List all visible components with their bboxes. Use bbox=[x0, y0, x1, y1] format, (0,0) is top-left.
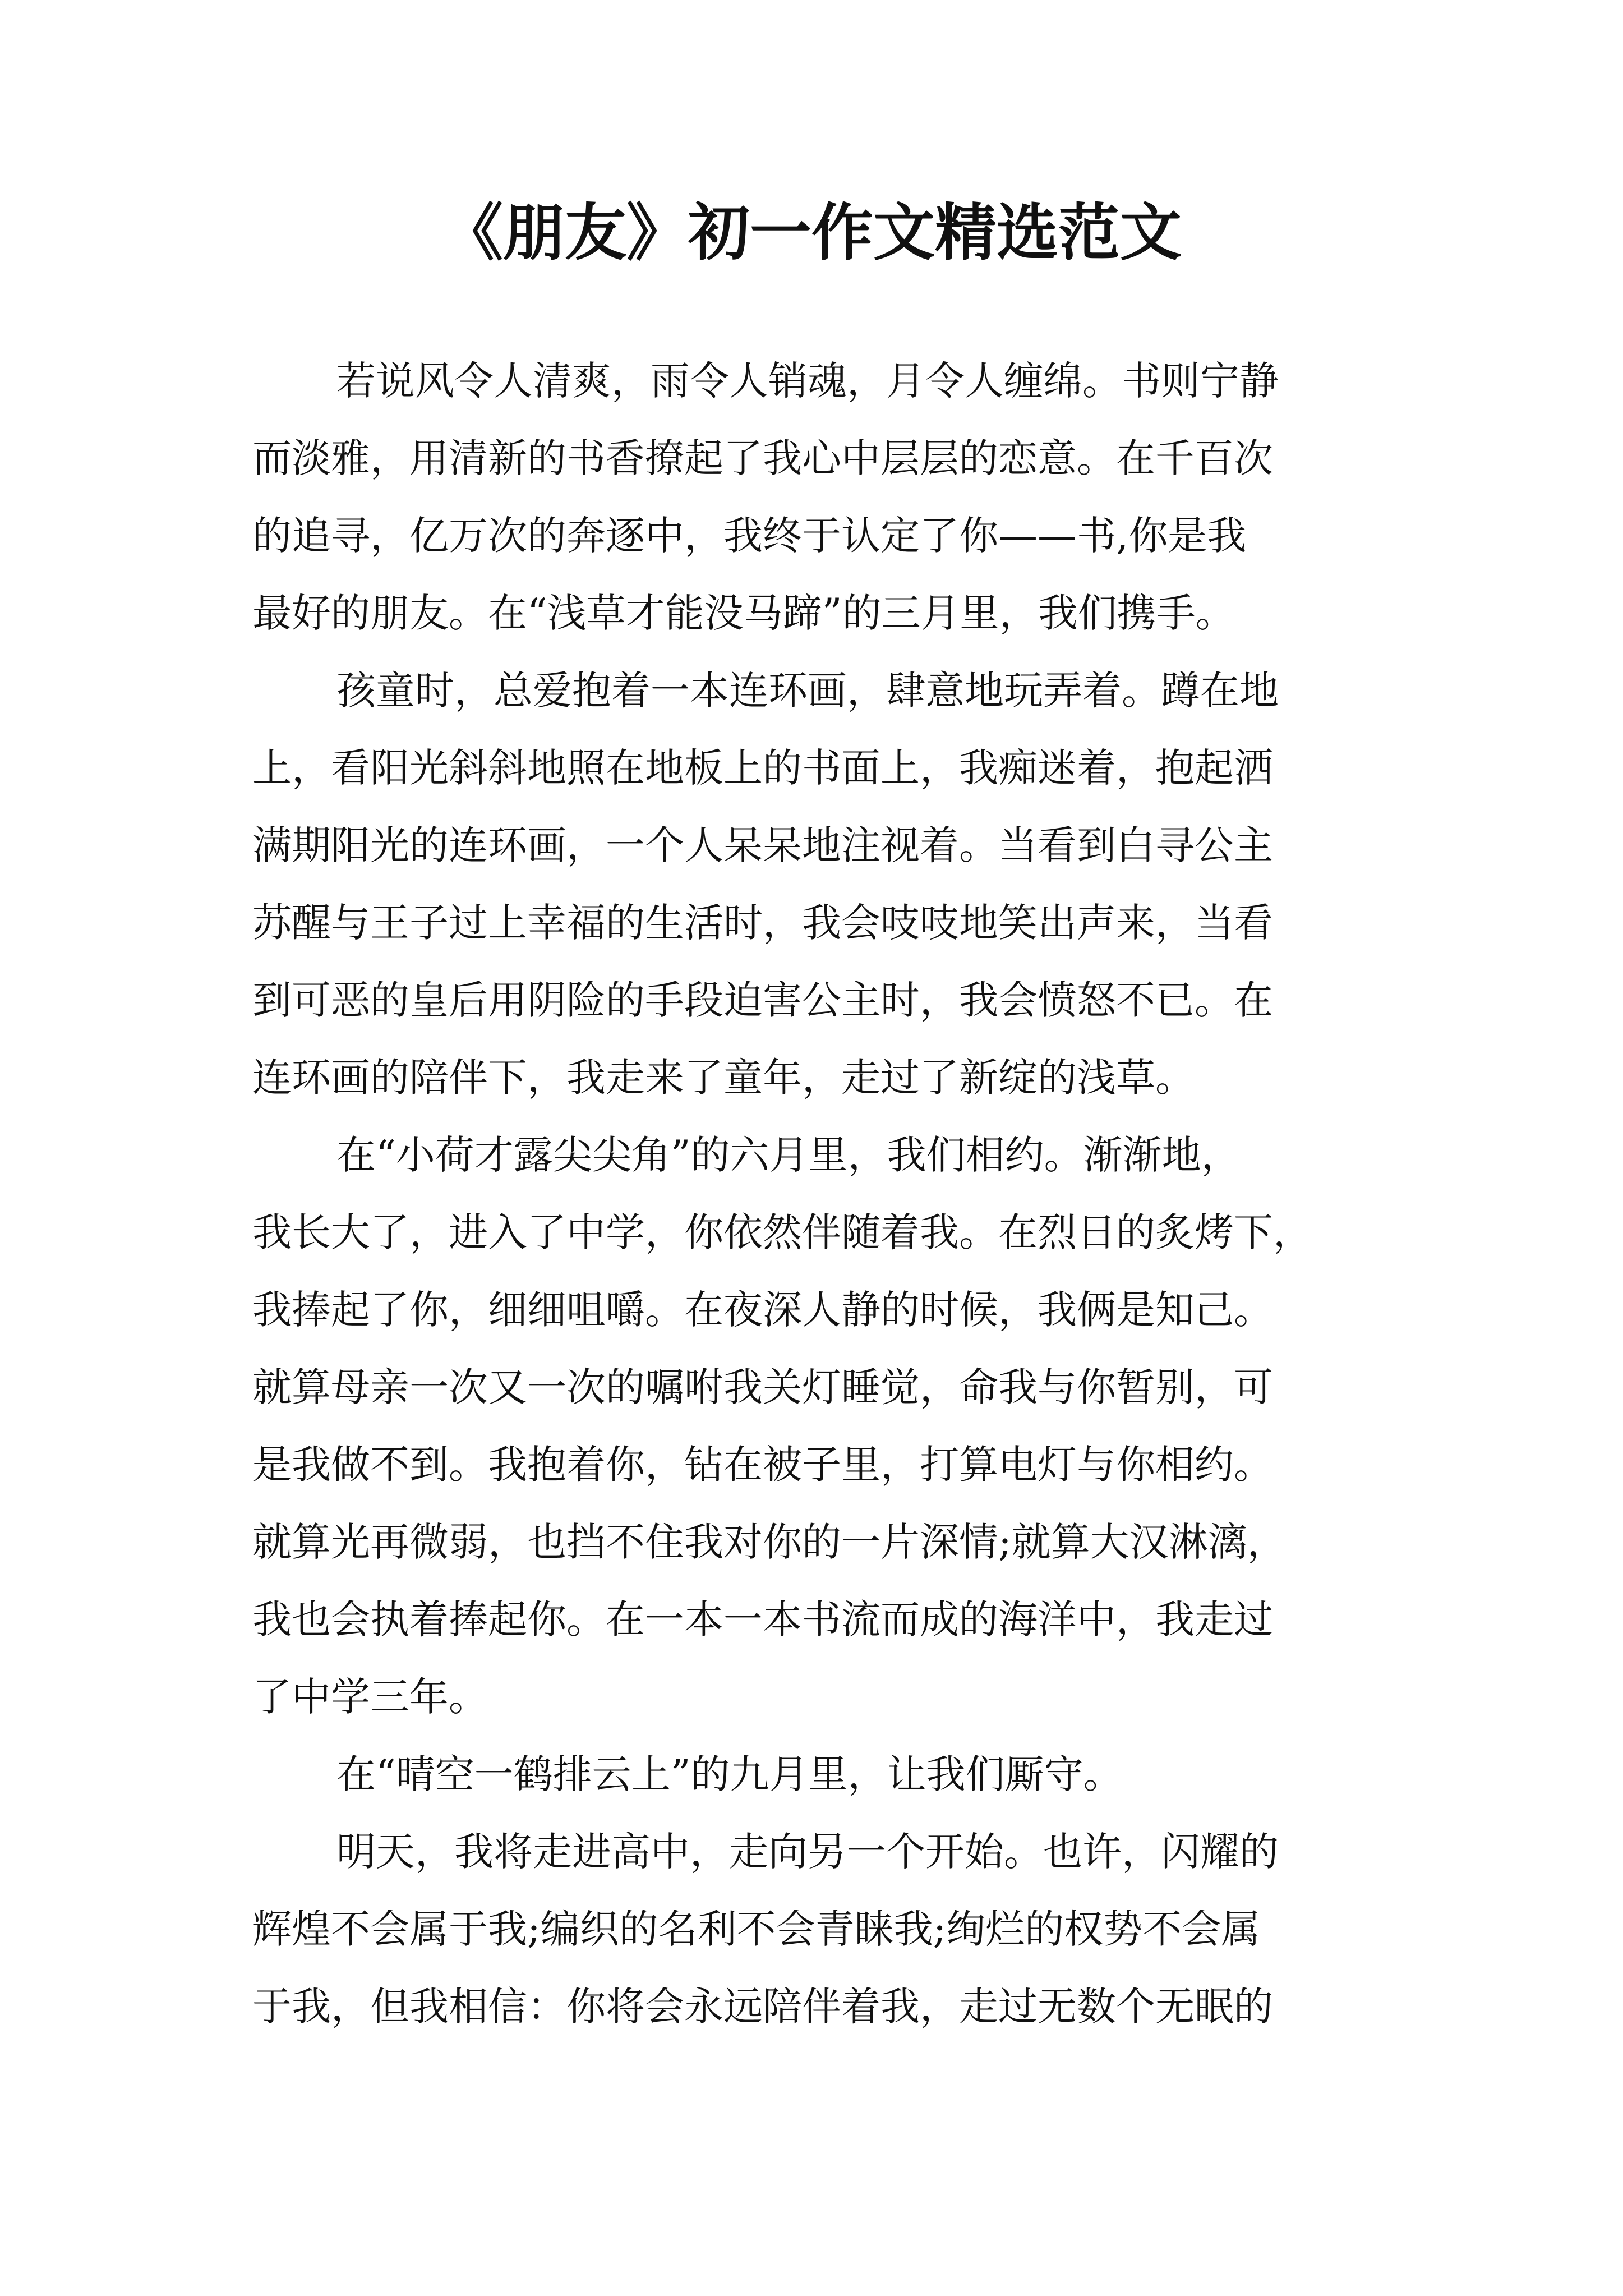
text-line: 到可恶的皇后用阴险的手段迫害公主时，我会愤怒不已。在 bbox=[252, 977, 1273, 1023]
text-line: 而淡雅，用清新的书香撩起了我心中层层的恋意。在千百次 bbox=[252, 435, 1273, 481]
text-line: 就算母亲一次又一次的嘱咐我关灯睡觉，命我与你暂别，可 bbox=[252, 1364, 1273, 1410]
text-line: 在“小荷才露尖尖角”的六月里，我们相约。渐渐地， bbox=[336, 1132, 1241, 1178]
text-line: 苏醒与王子过上幸福的生活时，我会吱吱地笑出声来，当看 bbox=[252, 900, 1273, 946]
paragraph-1 bbox=[252, 342, 1396, 652]
paragraph-2 bbox=[252, 652, 1396, 1116]
text-line: 最好的朋友。在“浅草才能没马蹄”的三月里，我们携手。 bbox=[252, 590, 1235, 636]
text-line: 于我，但我相信：你将会永远陪伴着我，走过无数个无眠的 bbox=[252, 1984, 1273, 2030]
text-line: 辉煌不会属于我;编织的名利不会青睐我;绚烂的权势不会属 bbox=[252, 1906, 1261, 1952]
text-line: 了中学三年。 bbox=[252, 1674, 488, 1720]
text-line: 就算光再微弱，也挡不住我对你的一片深情;就算大汉淋漓， bbox=[252, 1519, 1287, 1565]
paragraph-5 bbox=[252, 1813, 1396, 2045]
text-line: 是我做不到。我抱着你，钻在被子里，打算电灯与你相约。 bbox=[252, 1442, 1273, 1488]
text-line: 孩童时，总爱抱着一本连环画，肆意地玩弄着。蹲在地 bbox=[336, 668, 1279, 714]
text-line: 明天，我将走进高中，走向另一个开始。也许，闪耀的 bbox=[336, 1829, 1279, 1875]
text-line: 满期阳光的连环画，一个人呆呆地注视着。当看到白寻公主 bbox=[252, 822, 1273, 868]
paragraph-3 bbox=[252, 1116, 1396, 1736]
text-line: 我捧起了你，细细咀嚼。在夜深人静的时候，我俩是知己。 bbox=[252, 1287, 1273, 1333]
document-body bbox=[252, 342, 1396, 2045]
text-line: 在“晴空一鹤排云上”的九月里，让我们厮守。 bbox=[336, 1751, 1123, 1797]
text-line: 若说风令人清爽，雨令人销魂，月令人缠绵。书则宁静 bbox=[336, 358, 1279, 404]
text-line: 我也会执着捧起你。在一本一本书流而成的海洋中，我走过 bbox=[252, 1596, 1273, 1642]
paragraph-4 bbox=[252, 1736, 1396, 1813]
text-line: 的追寻，亿万次的奔逐中，我终于认定了你——书,你是我 bbox=[252, 513, 1247, 559]
document-title: 《朋友》初一作文精选范文 bbox=[441, 196, 1182, 269]
text-line: 连环画的陪伴下，我走来了童年，走过了新绽的浅草。 bbox=[252, 1055, 1195, 1101]
text-line: 上，看阳光斜斜地照在地板上的书面上，我痴迷着，抱起洒 bbox=[252, 745, 1273, 791]
text-line: 我长大了，进入了中学，你依然伴随着我。在烈日的炙烤下， bbox=[252, 1209, 1312, 1255]
